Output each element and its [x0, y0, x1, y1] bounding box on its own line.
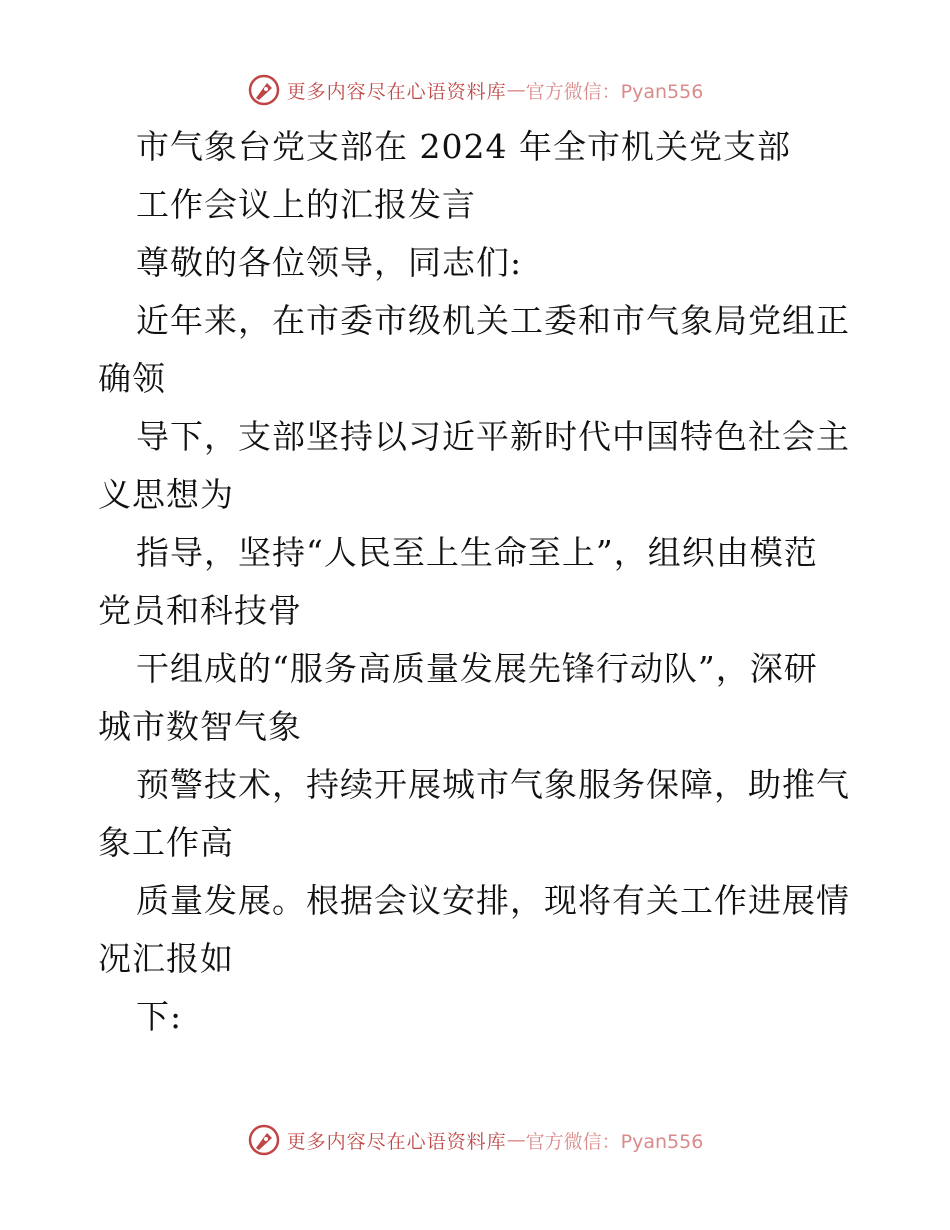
doc-text-line: 象工作高: [98, 823, 234, 862]
doc-text-line: 指导，坚持“人民至上生命至上”，组织由模范: [136, 533, 818, 572]
watermark-separator: —: [506, 79, 526, 101]
doc-text-line: 党员和科技骨: [98, 591, 302, 630]
watermark-separator: —: [506, 1129, 526, 1151]
doc-text-line: 质量发展。根据会议安排，现将有关工作进展情: [136, 881, 850, 920]
doc-text-line: 况汇报如: [98, 939, 234, 978]
header-watermark: [0, 70, 950, 110]
watermark-brand-text: 更多内容尽在心语资料库: [286, 80, 507, 103]
doc-text-line: 导下，支部坚持以习近平新时代中国特色社会主: [136, 417, 850, 456]
doc-text-line: 近年来，在市委市级机关工委和市气象局党组正: [136, 301, 850, 340]
watermark-contact-text: 官方微信：Pyan556: [525, 80, 704, 103]
doc-text-line: 预警技术，持续开展城市气象服务保障，助推气: [136, 765, 850, 804]
doc-title-line: 工作会议上的汇报发言: [136, 185, 476, 224]
watermark-brand-text: 更多内容尽在心语资料库: [286, 1130, 507, 1153]
doc-text-line: 下:: [136, 997, 183, 1036]
doc-text-line: 义思想为: [98, 475, 234, 514]
footer-watermark: [0, 1120, 950, 1160]
doc-title-line: 市气象台党支部在 2024 年全市机关党支部: [136, 127, 791, 166]
doc-salutation: 尊敬的各位领导，同志们:: [136, 243, 523, 282]
pen-nib-icon: [247, 1123, 281, 1157]
document-body: [98, 118, 858, 1046]
watermark-contact-text: 官方微信：Pyan556: [525, 1130, 704, 1153]
pen-nib-icon: [247, 73, 281, 107]
doc-text-line: 干组成的“服务高质量发展先锋行动队”，深研: [136, 649, 818, 688]
doc-text-line: 城市数智气象: [98, 707, 302, 746]
doc-text-line: 确领: [98, 359, 166, 398]
